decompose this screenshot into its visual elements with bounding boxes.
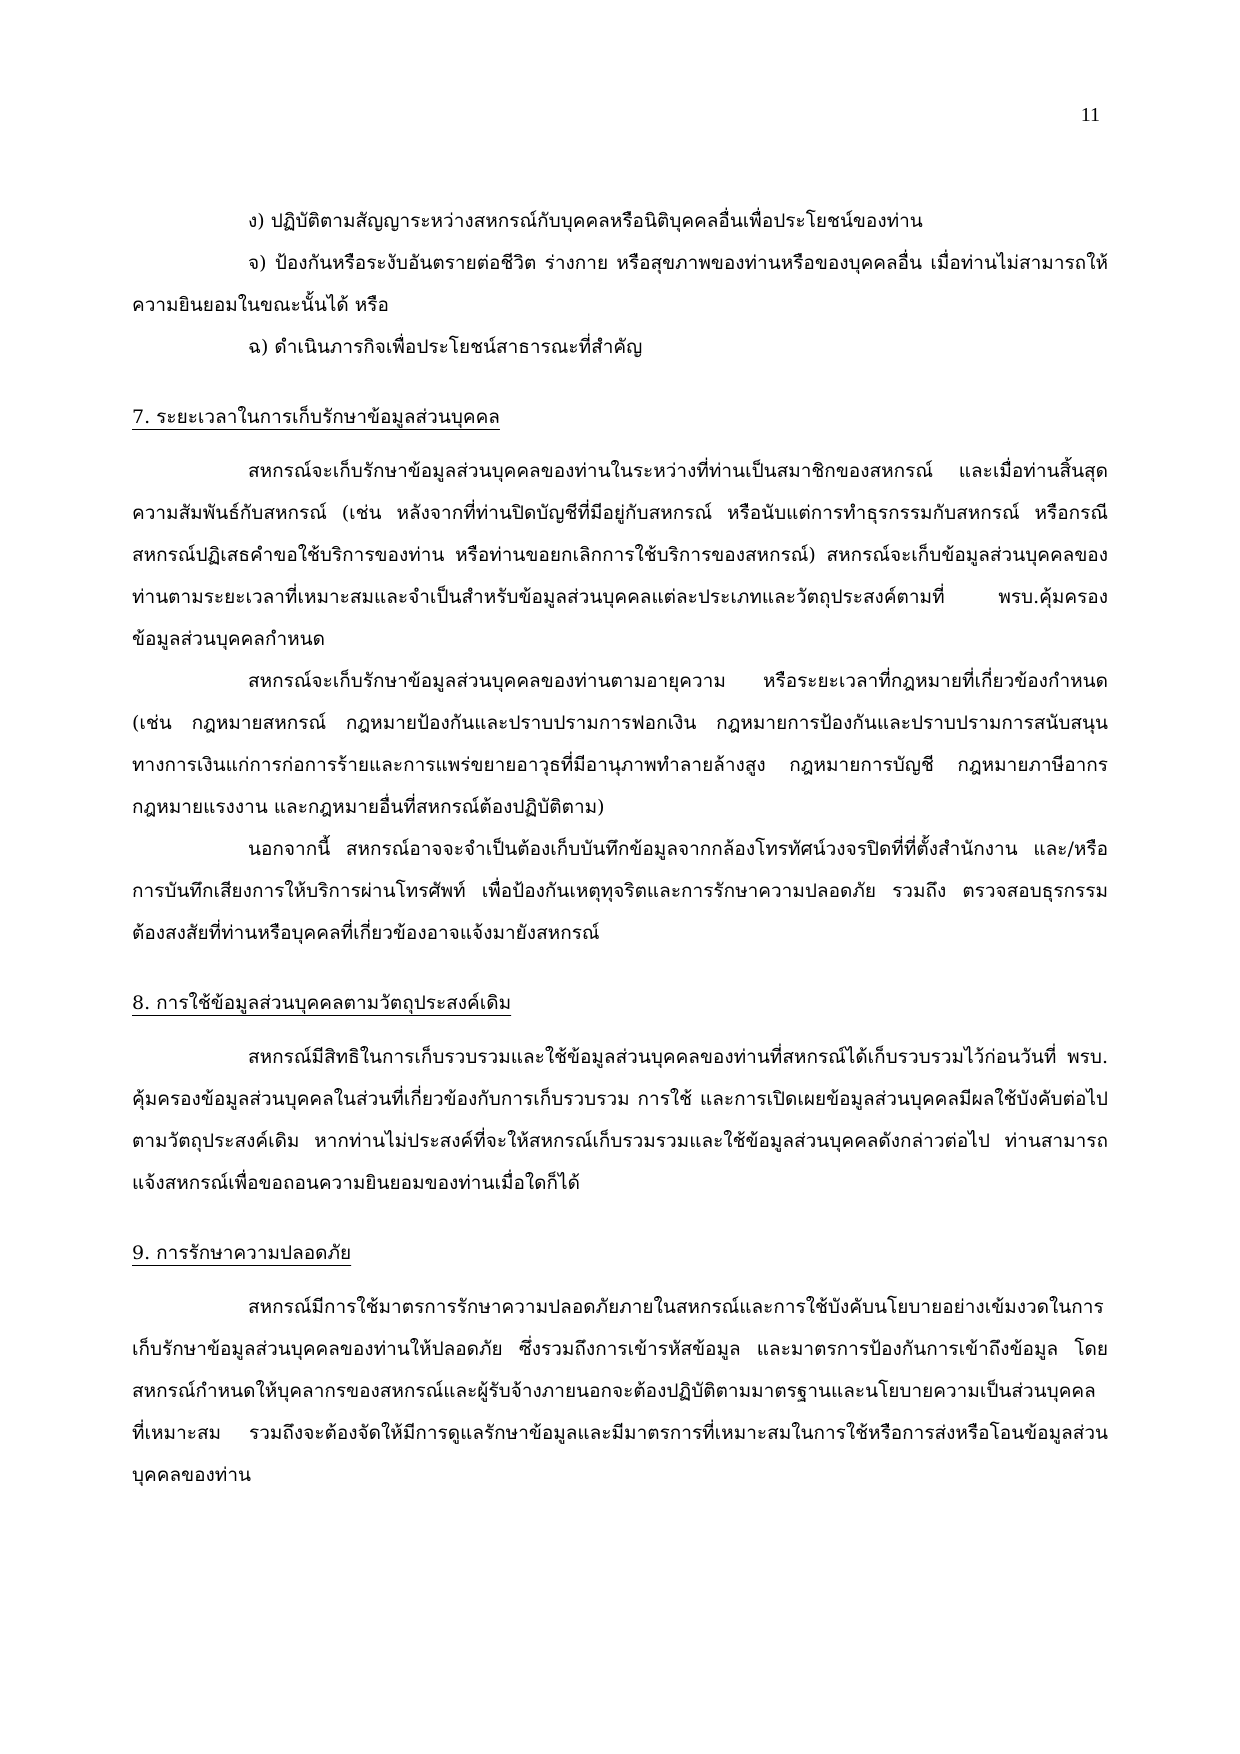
- section-8-paragraph-1: สหกรณ์มีสิทธิในการเก็บรวบรวมและใช้ข้อมูลส่วนบุคคลของท่านที่สหกรณ์ได้เก็บรวบรวมไว้ก่อนวันที่ พรบ. คุ้มครองข้อมูลส่วนบุคคลในส่วนที่เกี่ยวข้องกับการเก็บรวบรวม การใช้ และการเปิดเผยข้อมูลส่วนบุคคลมีผลใช้บังคับต่อไปตามวัตถุประสงค์เดิม หากท่านไม่ประสงค์ที่จะให้สหกรณ์เก็บรวมรวมและใช้ข้อมูลส่วนบุคคลดังกล่าวต่อไป ท่านสามารถแจ้งสหกรณ์เพื่อขอถอนความยินยอมของท่านเมื่อใดก็ได้: [132, 1046, 1108, 1194]
- spacer: [132, 1204, 1108, 1218]
- page-number: 11: [1080, 104, 1100, 126]
- spacer: [132, 954, 1108, 968]
- page-content: [132, 200, 1108, 1496]
- list-item-cho: ฉ) ดำเนินภารกิจเพื่อประโยชน์สาธารณะที่สำคัญ: [248, 336, 643, 358]
- section-7-paragraph-2: สหกรณ์จะเก็บรักษาข้อมูลส่วนบุคคลของท่านตามอายุความ หรือระยะเวลาที่กฎหมายที่เกี่ยวข้องกำหนด (เช่น กฎหมายสหกรณ์ กฎหมายป้องกันและปราบปรามการฟอกเงิน กฎหมายการป้องกันและปราบปรามการสนับสนุนทางการเงินแก่การก่อการร้ายและการแพร่ขยายอาวุธที่มีอานุภาพทำลายล้างสูง กฎหมายการบัญชี กฎหมายภาษีอากร กฎหมายแรงงาน และกฎหมายอื่นที่สหกรณ์ต้องปฏิบัติตาม): [132, 670, 1108, 818]
- section-heading-8: 8. การใช้ข้อมูลส่วนบุคคลตามวัตถุประสงค์เดิม: [132, 992, 512, 1014]
- list-item-ngo: ง) ปฏิบัติตามสัญญาระหว่างสหกรณ์กับบุคคลหรือนิติบุคคลอื่นเพื่อประโยชน์ของท่าน: [248, 210, 923, 232]
- section-7-paragraph-1: สหกรณ์จะเก็บรักษาข้อมูลส่วนบุคคลของท่านในระหว่างที่ท่านเป็นสมาชิกของสหกรณ์ และเมื่อท่านสิ้นสุดความสัมพันธ์กับสหกรณ์ (เช่น หลังจากที่ท่านปิดบัญชีที่มีอยู่กับสหกรณ์ หรือนับแต่การทำธุรกรรมกับสหกรณ์ หรือกรณีสหกรณ์ปฏิเสธคำขอใช้บริการของท่าน หรือท่านขอยกเลิกการใช้บริการของสหกรณ์) สหกรณ์จะเก็บข้อมูลส่วนบุคคลของท่านตามระยะเวลาที่เหมาะสมและจำเป็นสำหรับข้อมูลส่วนบุคคลแต่ละประเภทและวัตถุประสงค์ตามที่ พรบ.คุ้มครองข้อมูลส่วนบุคคลกำหนด: [132, 460, 1108, 650]
- section-heading-9: 9. การรักษาความปลอดภัย: [132, 1242, 352, 1264]
- list-item-jo: จ) ป้องกันหรือระงับอันตรายต่อชีวิต ร่างกาย หรือสุขภาพของท่านหรือของบุคคลอื่น เมื่อท่านไม่สามารถให้ความยินยอมในขณะนั้นได้ หรือ: [132, 252, 1108, 316]
- section-7-paragraph-3: นอกจากนี้ สหกรณ์อาจจะจำเป็นต้องเก็บบันทึกข้อมูลจากกล้องโทรทัศน์วงจรปิดที่ที่ตั้งสำนักงาน และ/หรือ การบันทึกเสียงการให้บริการผ่านโทรศัพท์ เพื่อป้องกันเหตุทุจริตและการรักษาความปลอดภัย รวมถึง ตรวจสอบธุรกรรมต้องสงสัยที่ท่านหรือบุคคลที่เกี่ยวข้องอาจแจ้งมายังสหกรณ์: [132, 838, 1108, 944]
- section-9-paragraph-1: สหกรณ์มีการใช้มาตรการรักษาความปลอดภัยภายในสหกรณ์และการใช้บังคับนโยบายอย่างเข้มงวดในการเก็บรักษาข้อมูลส่วนบุคคลของท่านให้ปลอดภัย ซึ่งรวมถึงการเข้ารหัสข้อมูล และมาตรการป้องกันการเข้าถึงข้อมูล โดยสหกรณ์กำหนดให้บุคลากรของสหกรณ์และผู้รับจ้างภายนอกจะต้องปฏิบัติตามมาตรฐานและนโยบายความเป็นส่วนบุคคลที่เหมาะสม รวมถึงจะต้องจัดให้มีการดูแลรักษาข้อมูลและมีมาตรการที่เหมาะสมในการใช้หรือการส่งหรือโอนข้อมูลส่วนบุคคลของท่าน: [132, 1296, 1108, 1486]
- section-heading-7: 7. ระยะเวลาในการเก็บรักษาข้อมูลส่วนบุคคล: [132, 406, 500, 428]
- spacer: [132, 368, 1108, 382]
